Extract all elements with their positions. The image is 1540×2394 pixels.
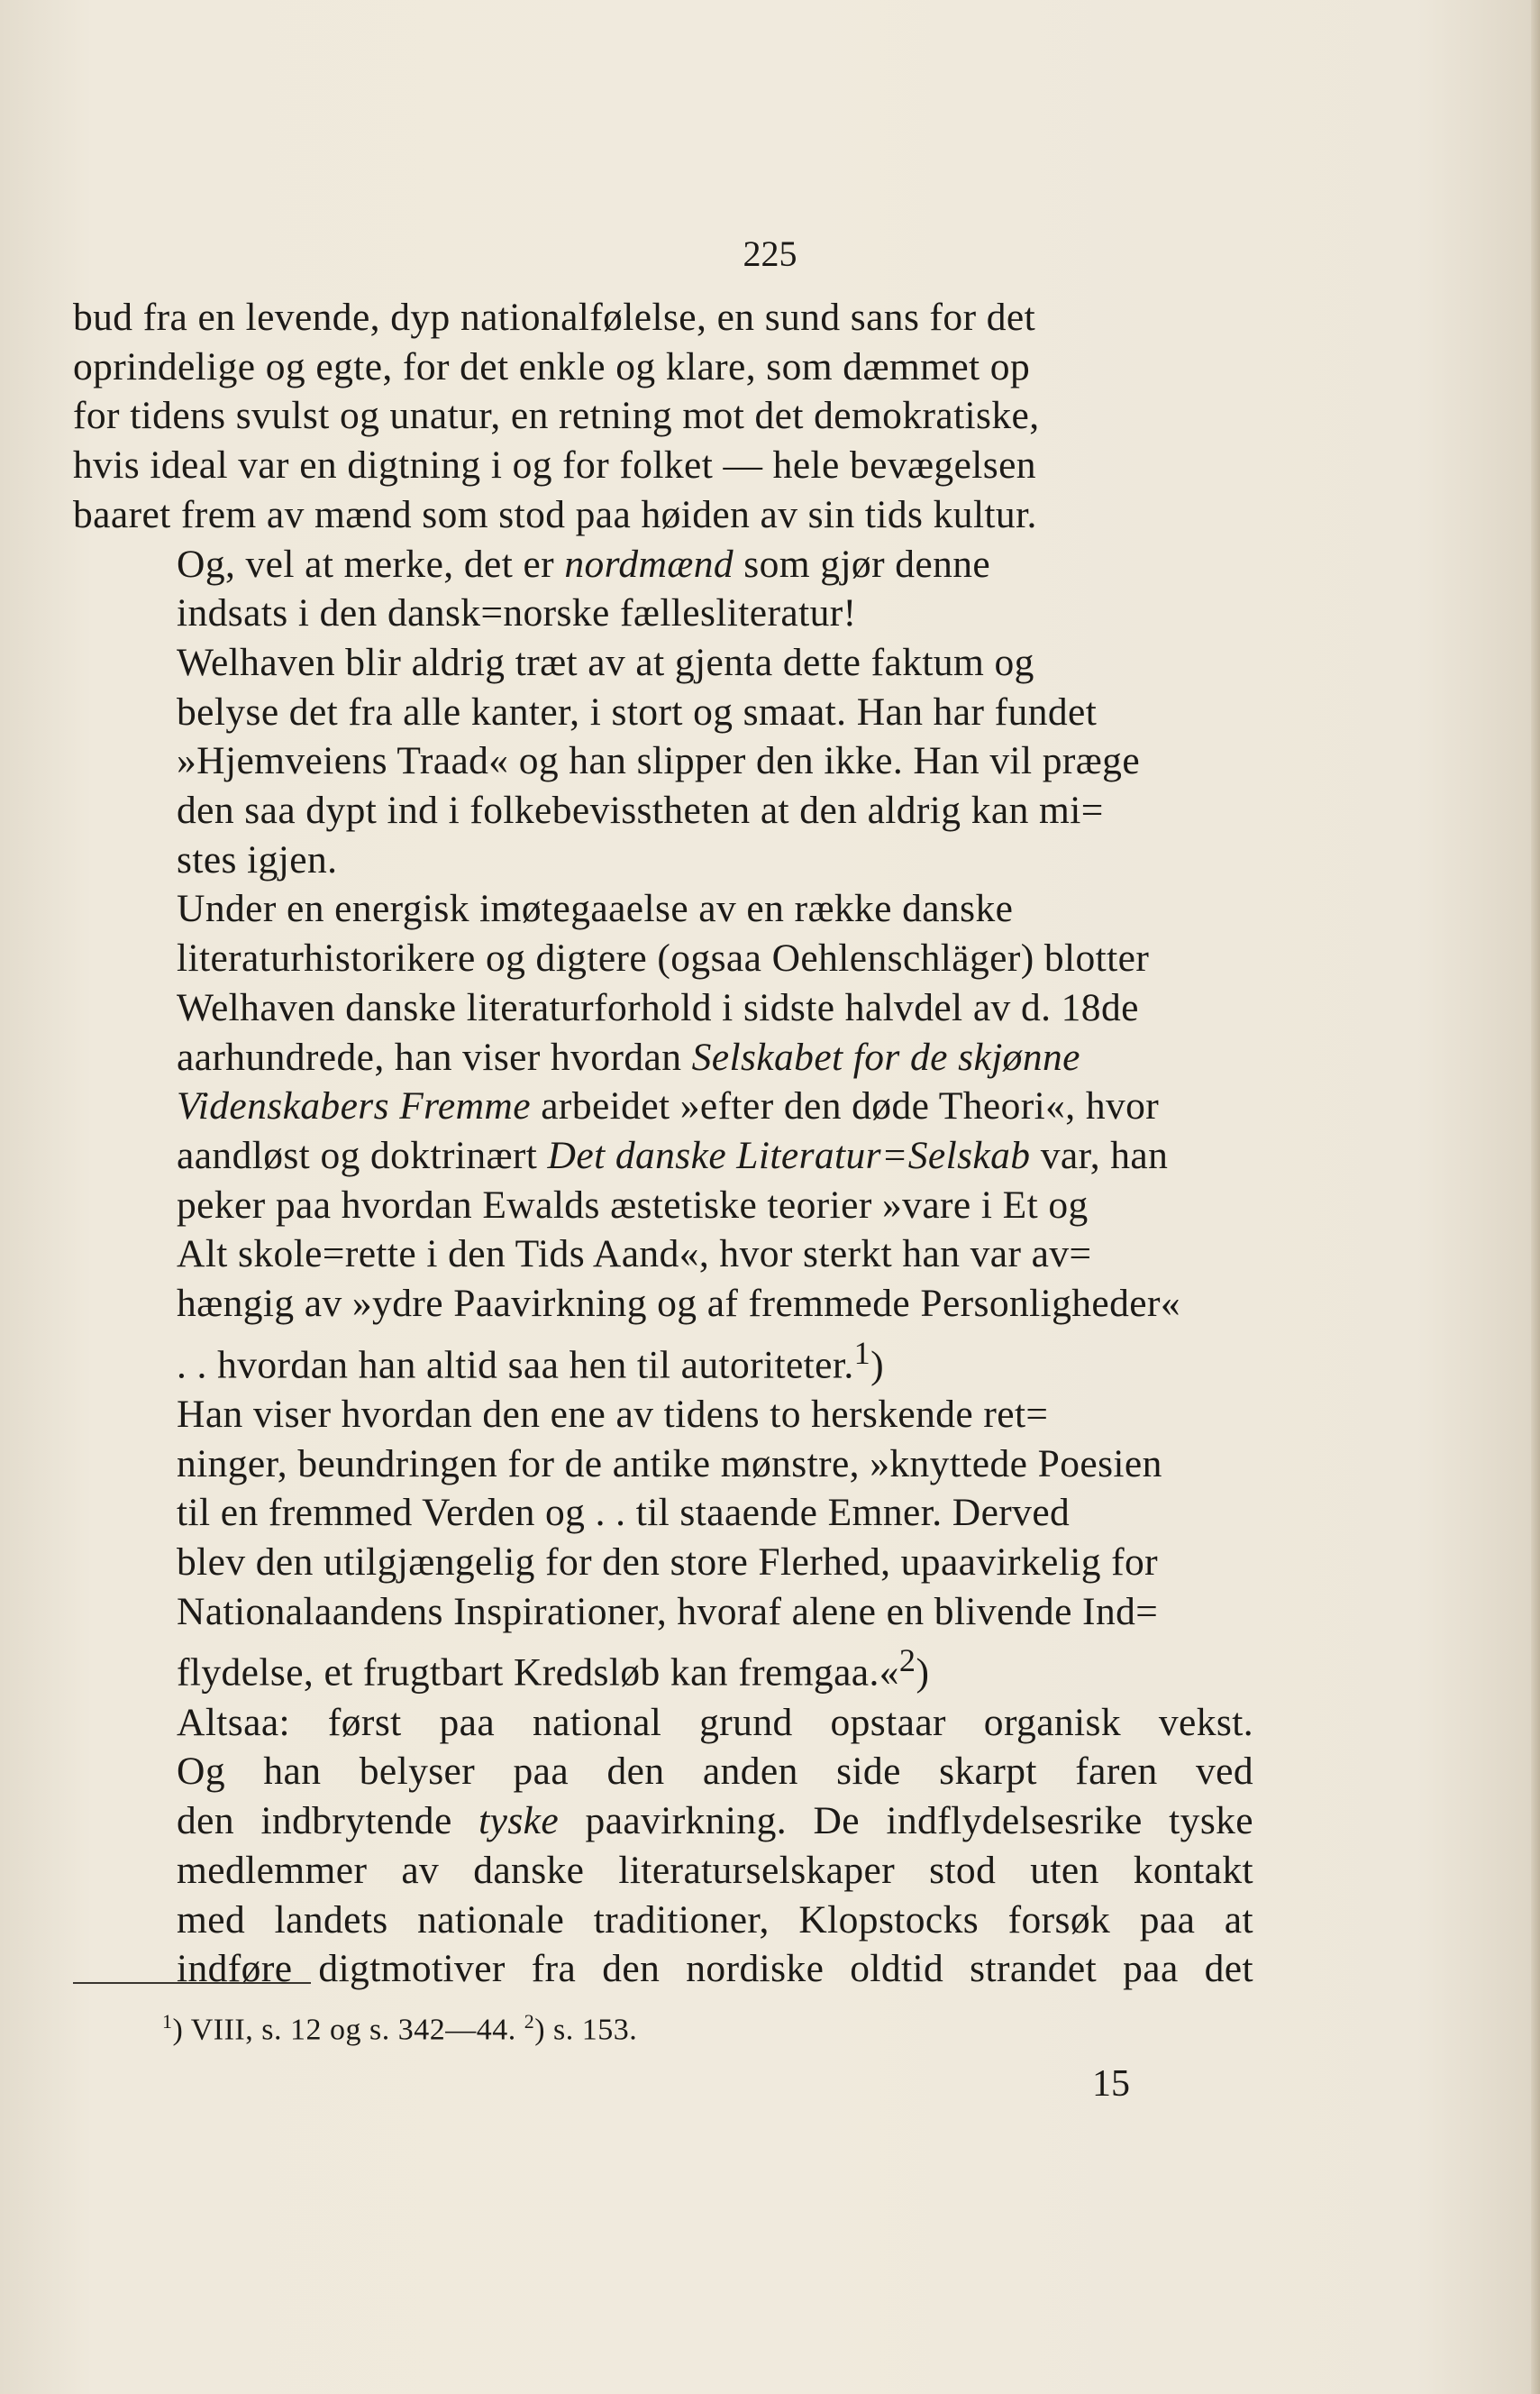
text-line: blev den utilgjængelig for den store Flerhed, upaavirkelig for [177,1540,1159,1585]
text-line: medlemmer av danske literaturselskaper stod uten kontakt [177,1848,1253,1892]
text-line: ninger, beundringen for de antike mønstre, »knyttede Poesien [177,1441,1162,1485]
signature-mark: 15 [1092,2063,1130,2105]
text-span: aarhundrede, han viser hvordan [177,1035,692,1079]
text-line: Han viser hvordan den ene av tidens to herskende ret= [177,1392,1049,1436]
body-text [73,293,1253,1994]
text-line: hængig av »ydre Paavirkning og af fremmede Personligheder« [177,1282,1181,1326]
paragraph-1 [73,293,1253,540]
text-line: Alt skole=rette i den Tids Aand«, hvor sterkt han var av= [177,1232,1092,1276]
footnote-ref: 1 [853,1334,871,1371]
text-line [73,1329,1253,1390]
text-line: belyse det fra alle kanter, i stort og smaat. Han har fundet [177,690,1098,734]
text-line: Welhaven danske literaturforhold i sidste halvdel av d. 18de [177,985,1139,1029]
text-span: paavirkning. De indflydelsesrike tyske [559,1799,1254,1843]
text-line: indsats i den dansk=norske fællesliteratur! [177,591,857,635]
text-line: stes igjen. [177,837,338,882]
text-line: indføre digtmotiver fra den nordiske oldtid strandet paa det [177,1947,1253,1991]
text-line [73,1131,1253,1181]
text-line: oprindelige og egte, for det enkle og klare, som dæmmet op [73,344,1031,388]
text-span: aandløst og doktrinært [177,1133,548,1177]
text-span: ) [916,1650,930,1695]
paragraph-4 [73,884,1253,1390]
footnotes [162,2010,637,2047]
text-line: peker paa hvordan Ewalds æstetiske teorier »vare i Et og [177,1183,1089,1227]
text-span: Og, vel at merke, det er [177,542,565,586]
text-line: Welhaven blir aldrig træt av at gjenta dette faktum og [177,640,1034,684]
text-line: Under en energisk imøtegaaelse av en række danske [177,887,1014,931]
text-line: hvis ideal var en digtning i og for folket — hele bevægelsen [73,443,1036,488]
footnote-text: ) VIII, s. 12 og s. 342—44. [172,2013,524,2047]
text-line: til en fremmed Verden og . . til staaende Emner. Derved [177,1491,1071,1535]
text-span: flydelse, et frugtbart Kredsløb kan fremgaa.« [177,1650,899,1695]
page-edge [1531,0,1540,2394]
text-line [73,1082,1253,1131]
footnote-text: ) s. 153. [534,2013,638,2047]
emphasis: Videnskabers Fremme [177,1084,531,1128]
footnote-mark: 2 [524,2010,535,2033]
text-line: Nationalaandens Inspirationer, hvoraf alene en blivende Ind= [177,1589,1159,1633]
paragraph-5 [73,1390,1253,1698]
text-line: »Hjemveiens Traad« og han slipper den ikke. Han vil præge [177,739,1141,783]
text-line: Og han belyser paa den anden side skarpt faren ved [177,1750,1253,1794]
emphasis: tyske [478,1799,560,1843]
emphasis: Det danske Literatur=Selskab [547,1133,1031,1177]
text-span: som gjør denne [734,542,991,586]
text-line [73,540,1253,589]
paragraph-7 [73,1747,1253,1994]
text-line: for tidens svulst og unatur, en retning mot det demokratiske, [73,394,1040,438]
footnote-mark: 1 [162,2010,173,2033]
page-number: 225 [743,233,797,274]
text-line: bud fra en levende, dyp nationalfølelse, en sund sans for det [73,296,1036,339]
text-span: den indbrytende [177,1799,479,1843]
text-line: Altsaa: først paa national grund opstaar organisk vekst. [177,1700,1253,1744]
text-span: var, han [1030,1133,1169,1177]
text-span: . . hvordan han altid saa hen til autoriteter. [177,1343,854,1387]
text-span: arbeidet »efter den døde Theori«, hvor [530,1084,1160,1128]
text-line: den saa dypt ind i folkebevisstheten at den aldrig kan mi= [177,789,1104,833]
emphasis: nordmænd [564,542,734,586]
text-line [73,1796,1253,1846]
footnote-divider [73,1982,311,1984]
text-line [73,1636,1253,1697]
paragraph-3 [73,638,1253,885]
text-line [73,1033,1253,1083]
text-span: ) [870,1343,885,1387]
paragraph-2 [73,540,1253,638]
text-line: med landets nationale traditioner, Klopstocks forsøk paa at [177,1897,1253,1942]
text-line: literaturhistorikere og digtere (ogsaa Oehlenschläger) blotter [177,937,1150,981]
paragraph-6 [73,1698,1253,1748]
text-line: baaret frem av mænd som stod paa høiden av sin tids kultur. [73,492,1037,536]
footnote-ref: 2 [898,1642,916,1679]
emphasis: Selskabet for de skjønne [691,1035,1080,1079]
